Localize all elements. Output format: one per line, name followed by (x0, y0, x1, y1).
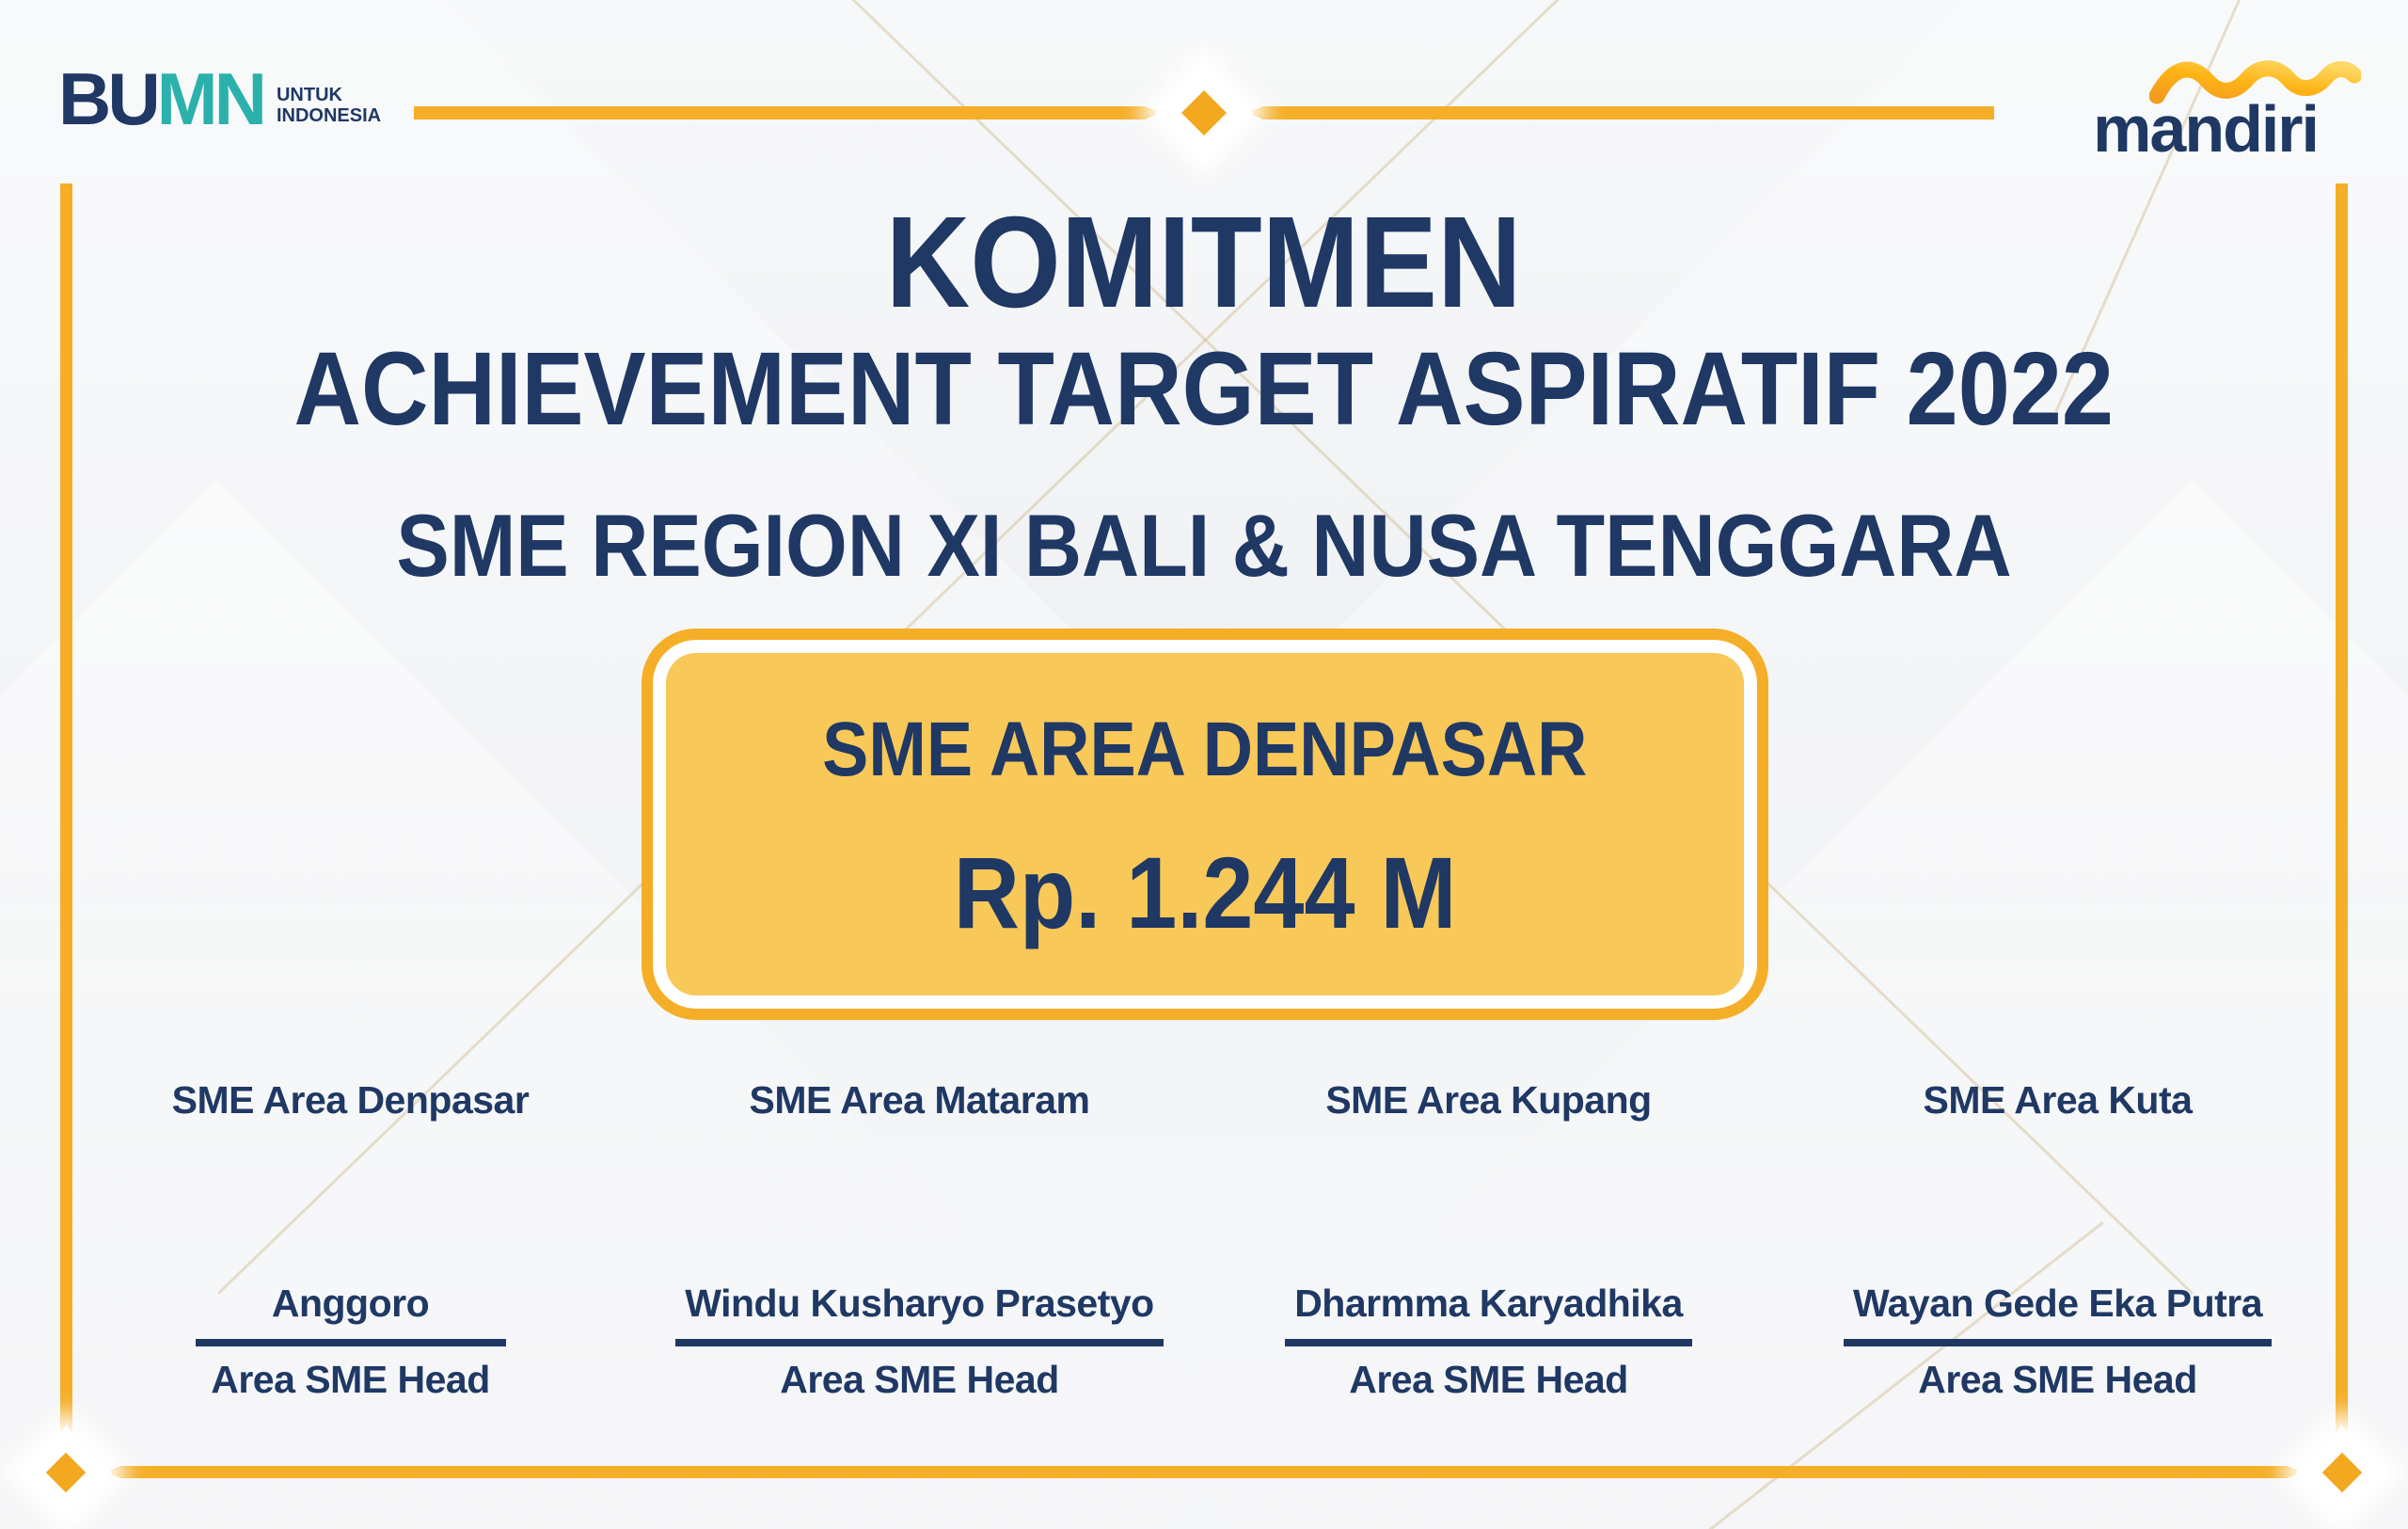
mandiri-logo (2093, 49, 2361, 166)
signature-block-mataram (635, 1282, 1204, 1402)
signee-title: Area SME Head (780, 1358, 1059, 1401)
area-label-text: SME Area Mataram (749, 1078, 1090, 1122)
bumn-wordmark-mn: MN (156, 57, 263, 140)
bumn-logo (58, 57, 382, 140)
bottom-rule (105, 1466, 2303, 1478)
area-label-denpasar (66, 1078, 635, 1123)
area-label-text: SME Area Kuta (1923, 1078, 2193, 1122)
signee-name: Anggoro (196, 1282, 506, 1346)
title-line-3 (0, 495, 2408, 597)
signee-title: Area SME Head (211, 1358, 490, 1401)
signee-name: Dharmma Karyadhika (1285, 1282, 1692, 1346)
commitment-area-name: SME AREA DENPASAR (822, 706, 1588, 792)
title-line-3-text: SME REGION XI BALI & NUSA TENGGARA (396, 496, 2012, 595)
bumn-tagline (277, 85, 381, 127)
bumn-tagline-line1: UNTUK (276, 84, 342, 105)
mandiri-wordmark: mandiri (2093, 92, 2318, 166)
signee-name: Windu Kusharyo Prasetyo (675, 1282, 1163, 1346)
area-label-kupang (1204, 1078, 1773, 1123)
signature-block-kupang (1204, 1282, 1773, 1402)
area-label-text: SME Area Kupang (1325, 1078, 1652, 1122)
signee-title: Area SME Head (1918, 1358, 2197, 1401)
commitment-amount: Rp. 1.244 M (953, 835, 1457, 949)
signee-name: Wayan Gede Eka Putra (1844, 1282, 2272, 1346)
top-rule-right (1246, 106, 1994, 119)
area-label-kuta (1773, 1078, 2342, 1123)
bumn-wordmark-bu: BU (58, 57, 157, 140)
title-line-2 (0, 329, 2408, 449)
top-rule-left (414, 106, 1162, 119)
area-label-text: SME Area Denpasar (171, 1078, 530, 1122)
signature-block-kuta (1773, 1282, 2342, 1402)
commitment-box (642, 629, 1768, 1020)
bumn-wordmark (58, 57, 263, 140)
signee-title: Area SME Head (1349, 1358, 1628, 1401)
signatures-row (66, 1282, 2342, 1402)
bumn-tagline-line2: INDONESIA (276, 105, 382, 126)
title-line-2-text: ACHIEVEMENT TARGET ASPIRATIF 2022 (293, 331, 2115, 447)
title-line-1-text: KOMITMEN (885, 190, 1523, 335)
title-line-1 (0, 188, 2408, 338)
area-labels-row (66, 1078, 2342, 1123)
signature-block-denpasar (66, 1282, 635, 1402)
area-label-mataram (635, 1078, 1204, 1123)
